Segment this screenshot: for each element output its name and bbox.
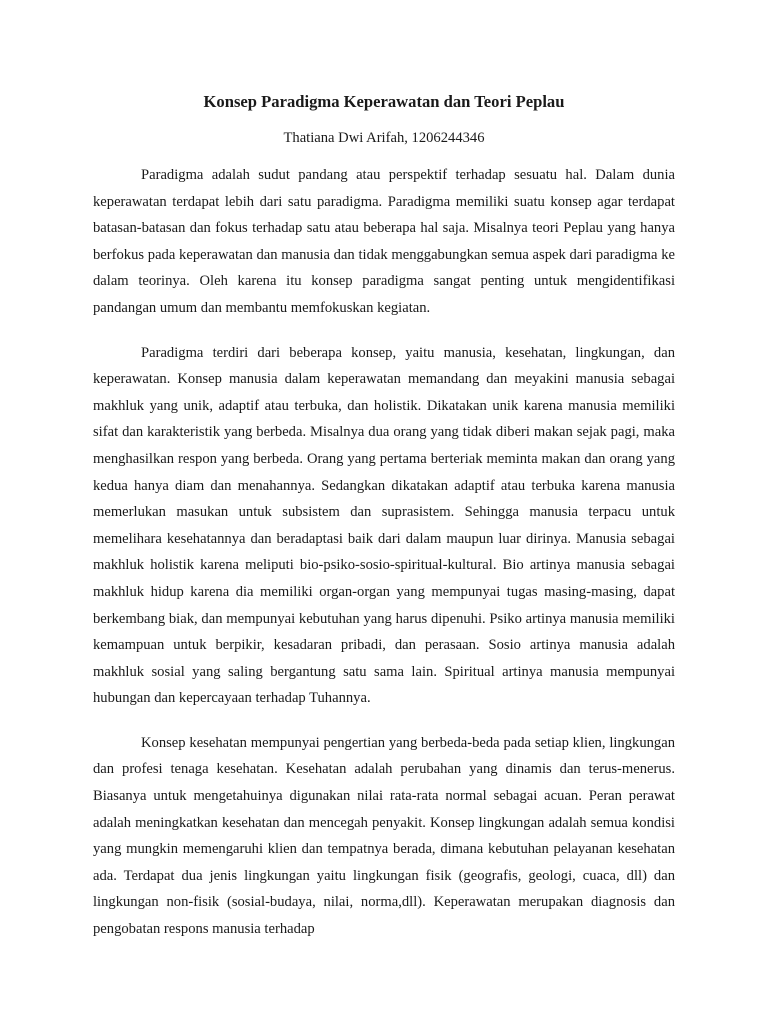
document-title: Konsep Paradigma Keperawatan dan Teori Peplau — [203, 92, 565, 111]
paragraph-3: Konsep kesehatan mempunyai pengertian yang berbeda-beda pada setiap klien, lingkungan dan profesi tenaga kesehatan. Kesehatan adalah perubahan yang dinamis dan terus-menerus. Biasanya untuk mengetahuinya digunakan nilai rata-rata normal sebagai acuan. Peran perawat adalah meningkatkan kesehatan dan mencegah penyakit. Konsep lingkungan adalah semua kondisi yang mungkin memengaruhi klien dan tempatnya berada, dimana kebutuhan pelayanan kesehatan ada. Terdapat dua jenis lingkungan yaitu lingkungan fisik (geografis, geologi, cuaca, dll) dan lingkungan non-fisik (sosial-budaya, nilai, norma,dll). Keperawatan merupakan diagnosis dan pengobatan respons manusia terhadap — [93, 734, 675, 938]
paragraph-2: Paradigma terdiri dari beberapa konsep, yaitu manusia, kesehatan, lingkungan, dan keperawatan. Konsep manusia dalam keperawatan memandang dan meyakini manusia sebagai makhluk yang unik, adaptif atau terbuka, dan holistik. Dikatakan unik karena manusia memiliki sifat dan karakteristik yang berbeda. Misalnya dua orang yang tidak diberi makan sejak pagi, maka menghasilkan respon yang berbeda. Orang yang pertama berteriak meminta makan dan orang yang kedua hanya diam dan menahannya. Sedangkan dikatakan adaptif atau terbuka karena manusia memerlukan masukan untuk subsistem dan suprasistem. Sehingga manusia terpacu untuk memelihara kesehatannya dan beradaptasi baik dari dalam maupun luar dirinya. Manusia sebagai makhluk holistik karena meliputi bio-psiko-sosio-spiritual-kultural. Bio artinya manusia sebagai makhluk hidup karena dia memiliki organ-organ yang mempunyai tugas masing-masing, dapat berkembang biak, dan mempunyai kebutuhan yang harus dipenuhi. Psiko artinya manusia memiliki kemampuan untuk berpikir, kesadaran pribadi, dan perasaan. Sosio artinya manusia adalah makhluk sosial yang saling bergantung satu sama lain. Spiritual artinya manusia mempunyai hubungan dan kepercayaan terhadap Tuhannya. — [93, 344, 675, 707]
author-line: Thatiana Dwi Arifah, 1206244346 — [283, 130, 485, 146]
document-body — [93, 90, 675, 961]
paragraph-1: Paradigma adalah sudut pandang atau perspektif terhadap sesuatu hal. Dalam dunia keperawatan terdapat lebih dari satu paradigma. Paradigma memiliki suatu konsep agar terdapat batasan-batasan dan fokus terhadap satu atau beberapa hal saja. Misalnya teori Peplau yang hanya berfokus pada keperawatan dan manusia dan tidak menggabungkan semua aspek dari paradigma ke dalam teorinya. Oleh karena itu konsep paradigma sangat penting untuk mengidentifikasi pandangan umum dan membantu memfokuskan kegiatan. — [93, 167, 675, 316]
